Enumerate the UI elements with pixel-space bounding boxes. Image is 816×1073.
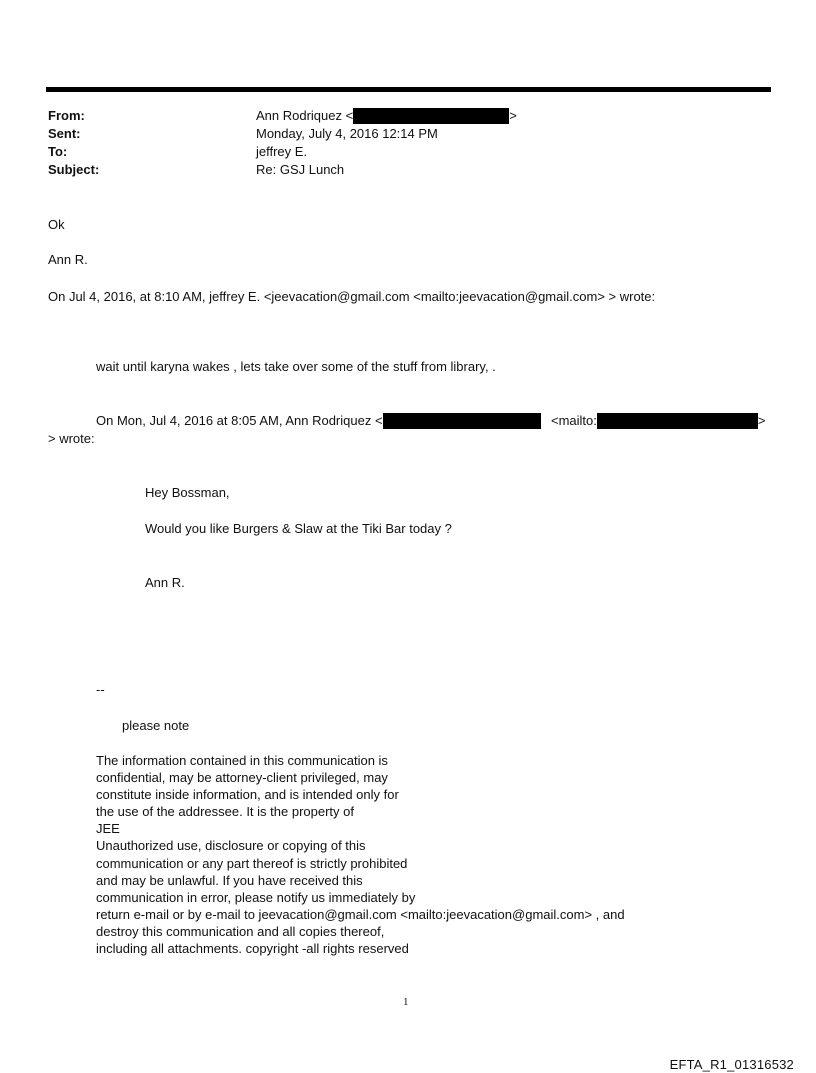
reply-quote-intro: On Jul 4, 2016, at 8:10 AM, jeffrey E. <jeevacation@gmail.com <mailto:jeevacation@gmail.com> > wrote: [48,289,656,304]
signature-separator: -- [96,682,105,697]
to-value: jeffrey E. [256,144,308,159]
quoted2-signature: Ann R. [145,575,185,590]
bates-number: EFTA_R1_01316532 [669,1057,794,1072]
disclaimer-line: Unauthorized use, disclosure or copying of this [96,838,366,854]
redaction-block [353,108,509,124]
from-value [256,107,517,125]
from-name: Ann Rodriquez < [256,108,354,123]
quoted1-body: wait until karyna wakes , lets take over some of the stuff from library, . [96,359,496,374]
disclaimer-line: communication in error, please notify us immediately by [96,889,416,905]
quoted1-wrote: > wrote: [48,431,95,446]
please-note: please note [122,718,190,733]
disclaimer-line: communication or any part thereof is strictly prohibited [96,855,408,871]
quoted1-intro-mailto: <mailto: [551,413,597,428]
quoted1-intro [96,412,541,430]
quoted2-body: Would you like Burgers & Slaw at the Tiki Bar today ? [145,521,452,536]
from-label: From: [48,108,85,123]
disclaimer-line: The information contained in this communication is [96,753,388,768]
reply-signature: Ann R. [48,252,88,267]
disclaimer-line: constitute inside information, and is intended only for [96,787,399,803]
subject-label: Subject: [48,162,100,177]
to-label: To: [48,144,68,159]
disclaimer-line: and may be unlawful. If you have received this [96,872,363,888]
disclaimer-line: the use of the addressee. It is the property of [96,804,354,820]
header-rule [46,87,771,92]
quoted2-greeting: Hey Bossman, [145,485,230,500]
subject-value: Re: GSJ Lunch [256,162,345,177]
quoted1-intro-start: On Mon, Jul 4, 2016 at 8:05 AM, Ann Rodriquez < [96,413,383,428]
quoted1-mailto [551,412,765,430]
disclaimer-line: return e-mail or by e-mail to jeevacation@gmail.com <mailto:jeevacation@gmail.com> , and [96,906,625,922]
page-number: 1 [403,996,409,1008]
disclaimer-line: confidential, may be attorney-client privileged, may [96,770,388,786]
sent-value: Monday, July 4, 2016 12:14 PM [256,126,438,141]
redaction-block [383,413,541,429]
disclaimer [96,752,696,957]
disclaimer-line: JEE [96,821,120,837]
quoted1-intro-close: > [757,413,766,428]
reply-text: Ok [48,217,65,232]
sent-label: Sent: [48,126,81,141]
disclaimer-line: destroy this communication and all copies thereof, [96,923,385,939]
redaction-block [597,413,758,429]
from-close: > [509,108,517,123]
disclaimer-line: including all attachments. copyright -all rights reserved [96,941,409,957]
